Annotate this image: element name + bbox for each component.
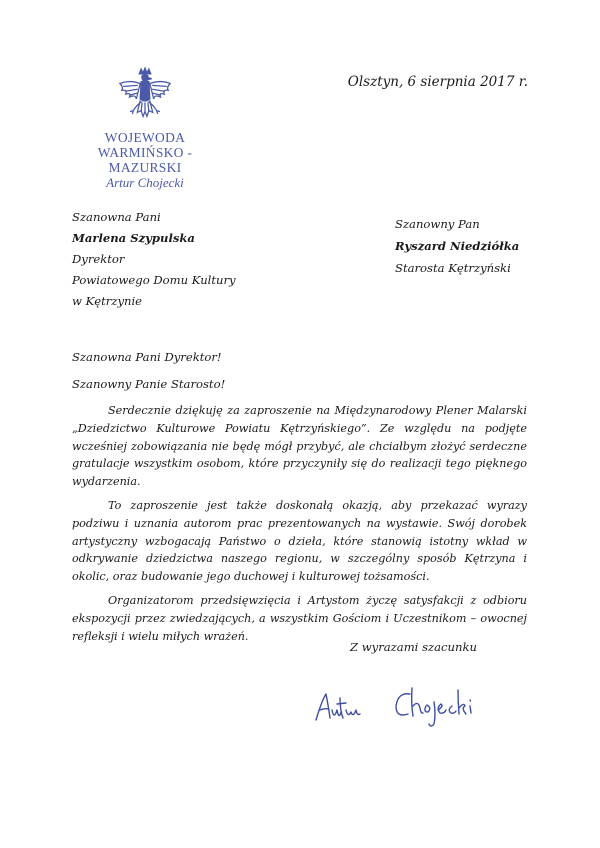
body-paragraph-1: Serdecznie dziękuję za zaproszenie na Międzynarodowy Plener Malarski „Dziedzictwo Kulturowe Powiatu Kętrzyńskiego”. Ze względu na podjęte wcześniej zobowiązania nie będę mógł przybyć, ale chciałbym złożyć serdeczne gratulacje wszystkim osobom, które przyczyniły się do realizacji tego pięknego wydarzenia.	[72, 404, 527, 489]
body-paragraph-3: Organizatorom przedsięwzięcia i Artystom życzę satysfakcji z odbioru ekspozycji przez zwiedzających, a wszystkim Gościom i Uczestnikom – owocnej refleksji i wielu miłych wrażeń.	[72, 593, 527, 643]
recipient-left-org: Powiatowego Domu Kultury	[72, 273, 236, 287]
greeting-line: Szanowna Pani Dyrektor!	[72, 350, 222, 364]
letterhead-title-line2: WARMIŃSKO - MAZURSKI	[97, 145, 193, 175]
recipient-right-name: Ryszard Niedziółka	[395, 239, 520, 253]
letterhead-title-line1: WOJEWODA	[104, 130, 186, 145]
recipient-left	[72, 207, 236, 312]
polish-eagle-emblem-icon	[116, 66, 174, 130]
letter-date: Olsztyn, 6 sierpnia 2017 r.	[347, 74, 528, 90]
greetings	[72, 344, 225, 398]
handwritten-signature-icon	[310, 680, 500, 730]
body-paragraph-2: To zaproszenie jest także doskonałą okazją, aby przekazać wyrazy podziwu i uznania autorom prac prezentowanych na wystawie. Swój dorobek artystyczny wzbogacają Państwo o dzieła, które stanowią istotny wkład w odkrywanie dziedzictwa naszego regionu, w szczególny sposób Kętrzyna i okolic, oraz budowanie jego duchowej i kulturowej tożsamości.	[72, 498, 527, 584]
recipient-left-title: Dyrektor	[72, 252, 125, 266]
letterhead-name: Artur Chojecki	[106, 175, 184, 190]
greeting-line: Szanowny Panie Starosto!	[72, 377, 226, 391]
recipient-left-salutation: Szanowna Pani	[72, 210, 161, 224]
letter-body	[72, 402, 527, 651]
recipient-left-name: Marlena Szypulska	[72, 231, 195, 245]
recipient-left-place: w Kętrzynie	[72, 294, 143, 308]
recipient-right	[395, 213, 519, 279]
recipient-right-title: Starosta Kętrzyński	[395, 261, 511, 275]
recipient-right-salutation: Szanowny Pan	[395, 217, 480, 231]
letterhead	[60, 66, 230, 190]
closing-phrase: Z wyrazami szacunku	[350, 640, 477, 654]
